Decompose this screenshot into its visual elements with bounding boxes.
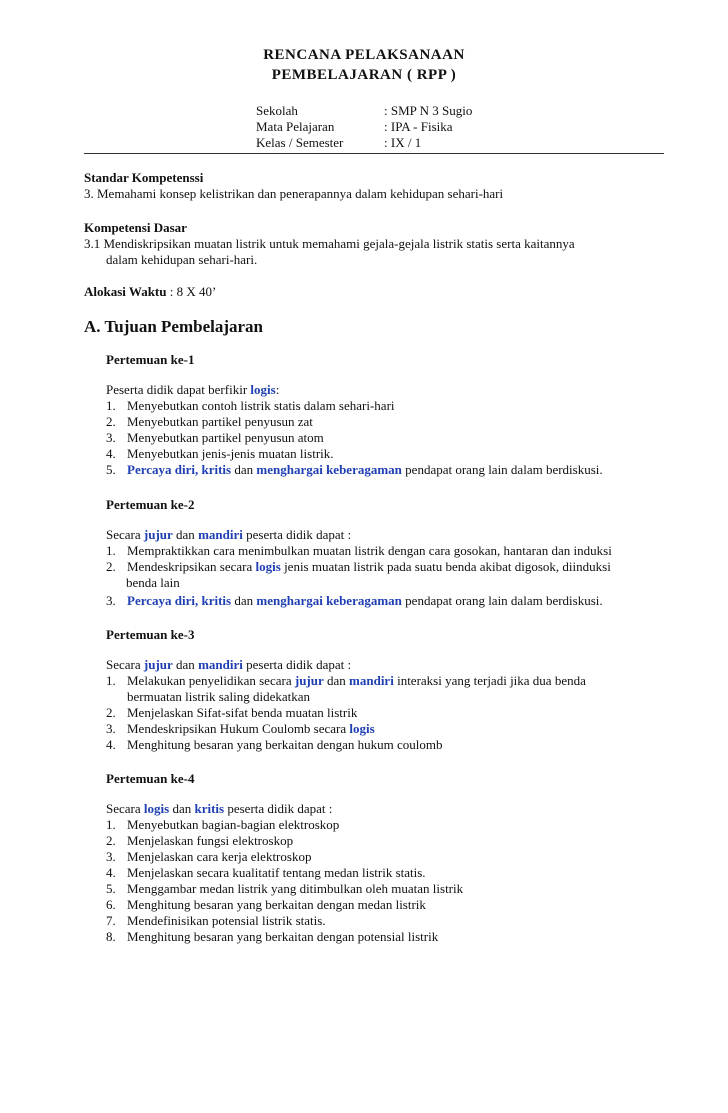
item-text: Menyebutkan bagian-bagian elektroskop — [127, 817, 340, 832]
list-item: 4. Menyebutkan jenis-jenis muatan listrik. — [106, 446, 334, 461]
keyword: jujur — [294, 673, 324, 688]
item-text: Mempraktikkan cara menimbulkan muatan listrik dengan cara gosokan, hantaran dan induksi — [127, 543, 612, 558]
text: peserta didik dapat : — [242, 527, 352, 542]
keyword: logis — [349, 721, 375, 736]
item-text: Menyebutkan jenis-jenis muatan listrik. — [127, 446, 334, 461]
keyword: menghargai keberagaman — [256, 462, 402, 477]
list-item: 2. Mendeskripsikan secara logis jenis muatan listrik pada suatu benda akibat digosok, diinduksi — [106, 559, 611, 574]
keyword: mandiri — [349, 673, 394, 688]
text: Secara — [106, 657, 144, 672]
list-item: 3. Percaya diri, kritis dan menghargai keberagaman pendapat orang lain dalam berdiskusi. — [106, 593, 603, 608]
keyword: logis — [255, 559, 281, 574]
list-item-continuation: benda lain — [126, 575, 180, 590]
item-text: Menjelaskan Sifat-sifat benda muatan listrik — [127, 705, 358, 720]
list-item: 3. Mendeskripsikan Hukum Coulomb secara logis — [106, 721, 375, 736]
info-value: : IX / 1 — [384, 135, 422, 150]
list-item: 1. Menyebutkan contoh listrik statis dalam sehari-hari — [106, 398, 395, 413]
list-item: 4. Menjelaskan secara kualitatif tentang medan listrik statis. — [106, 865, 426, 880]
info-value: : SMP N 3 Sugio — [384, 103, 473, 118]
pertemuan-1-heading: Pertemuan ke-1 — [106, 352, 195, 367]
item-text: Menjelaskan cara kerja elektroskop — [127, 849, 312, 864]
text: : — [275, 382, 280, 397]
text: dan — [169, 801, 195, 816]
item-text: Menyebutkan partikel penyusun zat — [127, 414, 313, 429]
p3-intro — [106, 657, 351, 673]
list-item: 2. Menyebutkan partikel penyusun zat — [106, 414, 313, 429]
title-line-1: RENCANA PELAKSANAAN — [263, 47, 465, 63]
standar-heading: Standar Kompetenssi — [84, 170, 204, 185]
alokasi-value: : 8 X 40’ — [166, 284, 217, 299]
keyword: Percaya diri, kritis — [127, 593, 232, 608]
text: Melakukan penyelidikan secara — [127, 673, 295, 688]
text: Peserta didik dapat berfikir — [106, 382, 251, 397]
p4-intro — [106, 801, 332, 817]
standar-text: 3. Memahami konsep kelistrikan dan penerapannya dalam kehidupan sehari-hari — [84, 186, 504, 201]
keyword: mandiri — [198, 527, 243, 542]
text: peserta didik dapat : — [224, 801, 333, 816]
info-label: Mata Pelajaran — [256, 119, 335, 134]
info-label: Sekolah — [256, 103, 298, 118]
text: dan — [231, 462, 257, 477]
text: Secara — [106, 527, 144, 542]
item-text: Menggambar medan listrik yang ditimbulkan oleh muatan listrik — [127, 881, 464, 896]
list-item: 3. Menyebutkan partikel penyusun atom — [106, 430, 324, 445]
list-item: 7. Mendefinisikan potensial listrik statis. — [106, 913, 326, 928]
section-a-heading: A. Tujuan Pembelajaran — [84, 317, 263, 336]
header-divider — [84, 153, 664, 154]
kompetensi-line-1: 3.1 Mendiskripsikan muatan listrik untuk memahami gejala-gejala listrik statis serta kaitannya — [84, 236, 575, 251]
text: Secara — [106, 801, 144, 816]
text: dan — [172, 527, 199, 542]
text: peserta didik dapat : — [242, 657, 352, 672]
title-line-2: PEMBELAJARAN ( RPP ) — [271, 67, 457, 83]
item-text: Menghitung besaran yang berkaitan dengan potensial listrik — [127, 929, 439, 944]
info-row-kelas — [256, 135, 421, 151]
text: dan — [172, 657, 199, 672]
list-item-continuation: bermuatan listrik saling didekatkan — [127, 689, 311, 704]
item-text: Menghitung besaran yang berkaitan dengan hukum coulomb — [127, 737, 443, 752]
list-item: 2. Menjelaskan fungsi elektroskop — [106, 833, 294, 848]
keyword: logis — [250, 382, 276, 397]
keyword: kritis — [194, 801, 225, 816]
pertemuan-4-heading: Pertemuan ke-4 — [106, 771, 195, 786]
info-value: : IPA - Fisika — [384, 119, 453, 134]
list-item: 4. Menghitung besaran yang berkaitan dengan hukum coulomb — [106, 737, 443, 752]
keyword: Percaya diri, kritis — [127, 462, 232, 477]
list-item: 8. Menghitung besaran yang berkaitan dengan potensial listrik — [106, 929, 439, 944]
item-text: Menghitung besaran yang berkaitan dengan medan listrik — [127, 897, 426, 912]
kompetensi-heading: Kompetensi Dasar — [84, 220, 187, 235]
keyword: jujur — [143, 527, 173, 542]
list-item: 3. Menjelaskan cara kerja elektroskop — [106, 849, 312, 864]
info-row-mapel — [256, 119, 453, 135]
text: Mendeskripsikan Hukum Coulomb secara — [127, 721, 350, 736]
text: interaksi yang terjadi jika dua benda — [393, 673, 586, 688]
list-item: 2. Menjelaskan Sifat-sifat benda muatan listrik — [106, 705, 358, 720]
item-text: Menyebutkan contoh listrik statis dalam sehari-hari — [127, 398, 395, 413]
text: Mendeskripsikan secara — [127, 559, 256, 574]
keyword: jujur — [143, 657, 173, 672]
text: jenis muatan listrik pada suatu benda akibat digosok, diinduksi — [280, 559, 611, 574]
text: pendapat orang lain dalam berdiskusi. — [401, 593, 603, 608]
keyword: logis — [143, 801, 170, 816]
p2-intro — [106, 527, 351, 543]
info-label: Kelas / Semester — [256, 135, 344, 150]
text: dan — [231, 593, 257, 608]
pertemuan-3-heading: Pertemuan ke-3 — [106, 627, 195, 642]
info-row-sekolah — [256, 103, 472, 119]
list-item: 1. Menyebutkan bagian-bagian elektroskop — [106, 817, 340, 832]
list-item: 1. Melakukan penyelidikan secara jujur dan mandiri interaksi yang terjadi jika dua benda — [106, 673, 586, 688]
list-item: 6. Menghitung besaran yang berkaitan dengan medan listrik — [106, 897, 426, 912]
list-item: 5. Percaya diri, kritis dan menghargai keberagaman pendapat orang lain dalam berdiskusi. — [106, 462, 603, 477]
alokasi-row — [84, 284, 216, 300]
text: pendapat orang lain dalam berdiskusi. — [401, 462, 603, 477]
pertemuan-2-heading: Pertemuan ke-2 — [106, 497, 195, 512]
item-text: Menyebutkan partikel penyusun atom — [127, 430, 324, 445]
text: dan — [323, 673, 350, 688]
item-text: Mendefinisikan potensial listrik statis. — [127, 913, 326, 928]
kompetensi-line-2: dalam kehidupan sehari-hari. — [106, 252, 258, 267]
item-text: Menjelaskan secara kualitatif tentang medan listrik statis. — [127, 865, 426, 880]
item-text: Menjelaskan fungsi elektroskop — [127, 833, 294, 848]
p1-intro — [106, 382, 279, 398]
list-item: 5. Menggambar medan listrik yang ditimbulkan oleh muatan listrik — [106, 881, 464, 896]
list-item: 1. Mempraktikkan cara menimbulkan muatan listrik dengan cara gosokan, hantaran dan induksi — [106, 543, 612, 558]
keyword: mandiri — [198, 657, 243, 672]
keyword: menghargai keberagaman — [256, 593, 402, 608]
alokasi-label: Alokasi Waktu — [84, 284, 167, 299]
